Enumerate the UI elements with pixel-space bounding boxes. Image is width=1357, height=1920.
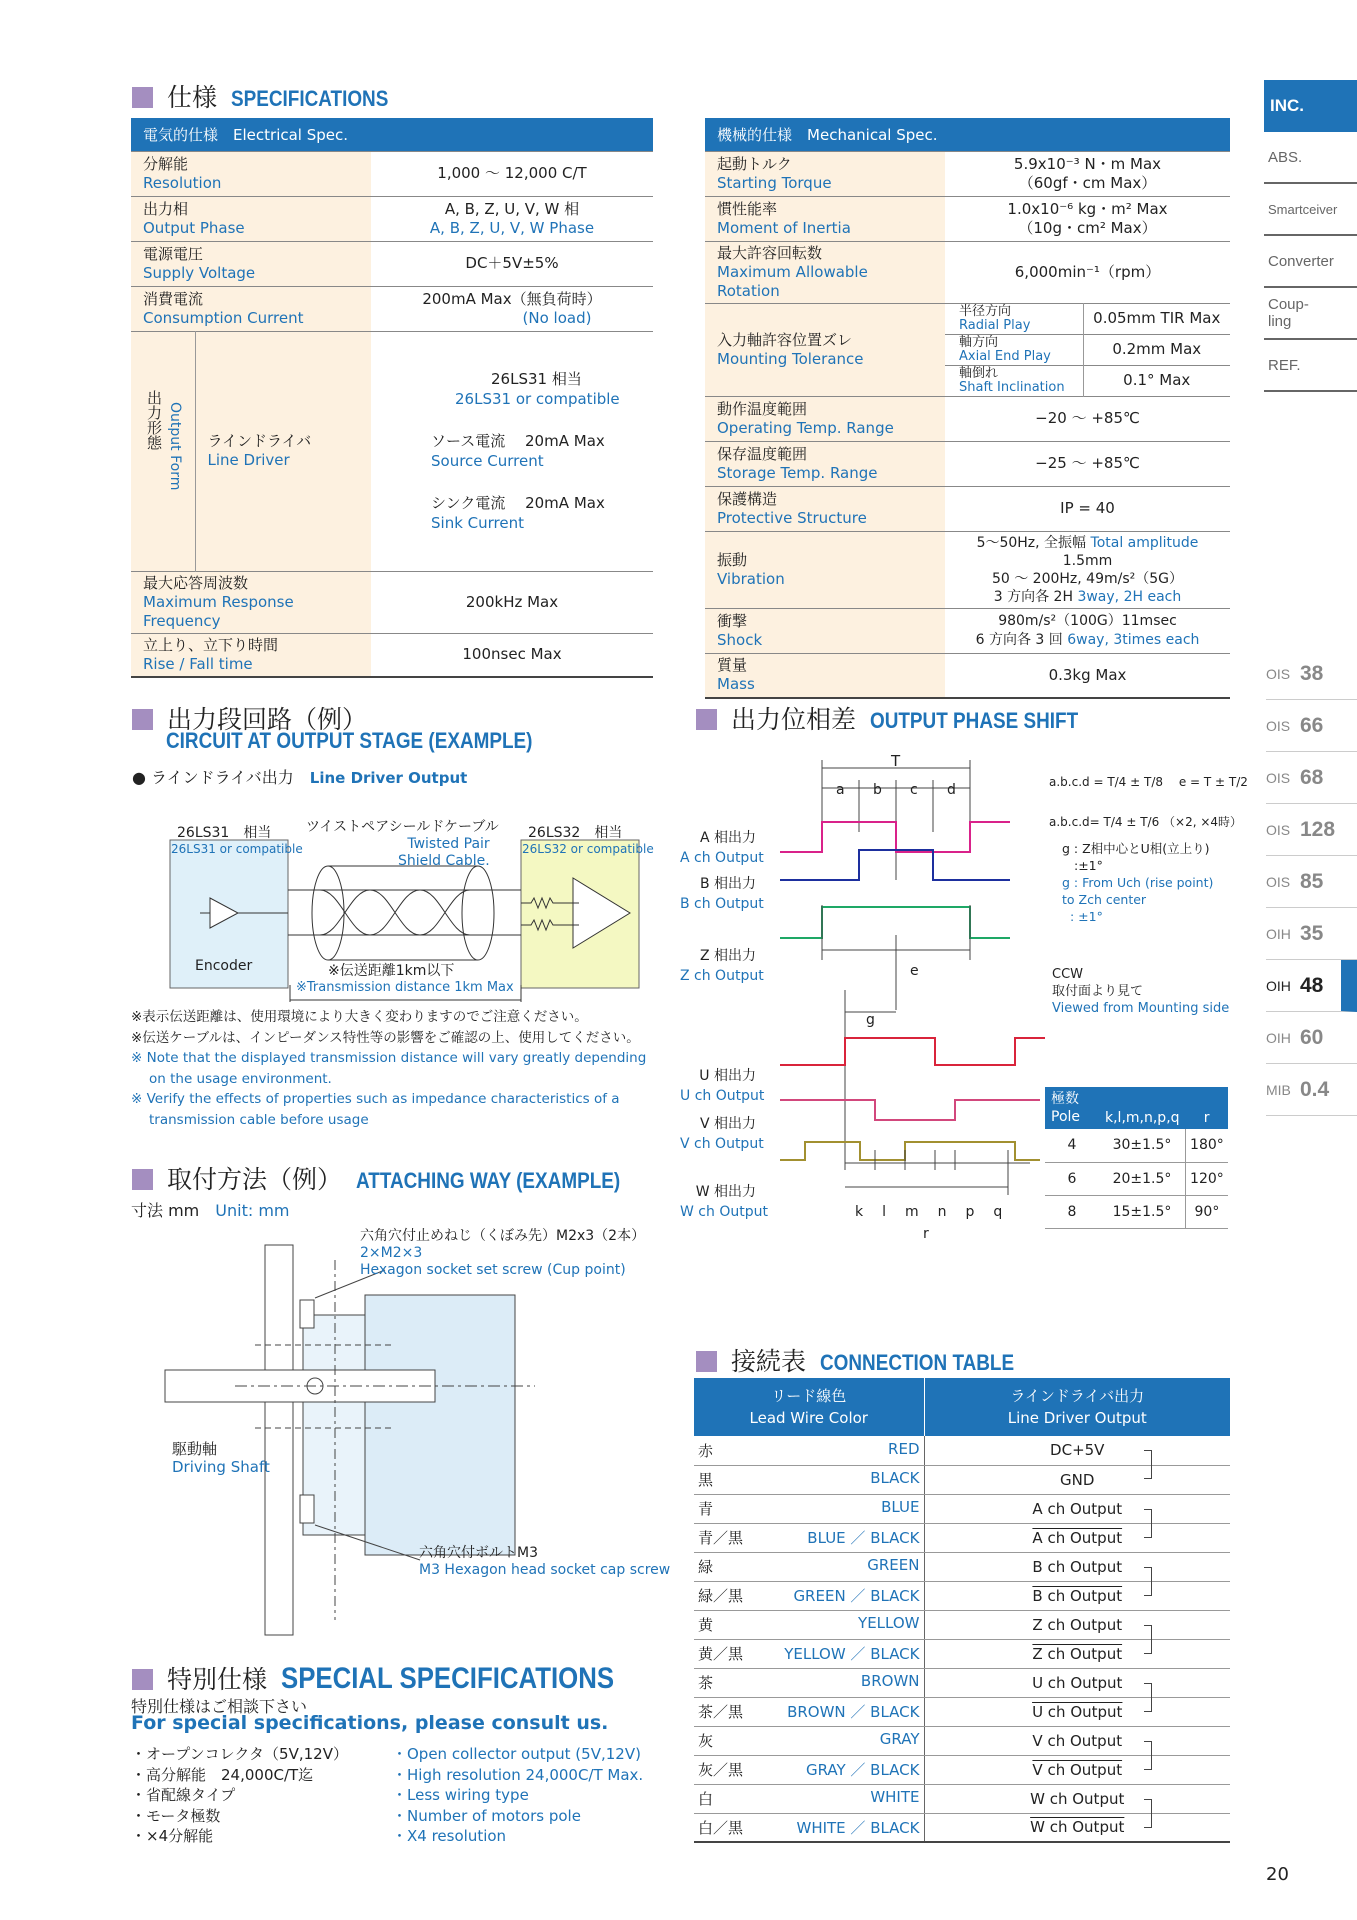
section-square-icon	[132, 87, 153, 108]
encoder-label: Encoder	[195, 958, 253, 974]
circuit-notes: ※表示伝送距離は、使用環境により大きく変わりますのでご注意ください。 ※伝送ケーブルは、インピーダンス特性等の影響をご確認の上、使用してください。 ※ Note that the displayed transmission distance will vary greatly depending on the usage environment. ※ Verify the effects of properties such as impedance characteristics of a transmission cable before usage	[131, 1009, 647, 1128]
side-index-mib04[interactable]: MIB 0.4	[1266, 1064, 1357, 1116]
phase-g-mark: g	[866, 1012, 875, 1028]
section-square-icon	[132, 1669, 153, 1690]
driver-chip-label-en: 26LS31 or compatible	[171, 842, 303, 856]
table-row: 黒 BLACK GND	[694, 1465, 1230, 1494]
receiver-chip-label-en: 26LS32 or compatible	[522, 842, 654, 856]
phase-a-mark: a	[836, 782, 845, 798]
formula-1: a.b.c.d = T/4 ± T/8 e = T ± T/2	[1049, 775, 1248, 789]
driver-chip-label: 26LS31 相当	[177, 825, 272, 841]
side-index-ois38[interactable]: OIS 38	[1266, 648, 1357, 700]
circuit-title: 出力段回路（例）	[132, 700, 367, 736]
pole-table: 極数 Pole k,l,m,n,p,q r 4 30±1.5° 180° 6 20±1.5° 120° 8 15±1.5° 90°	[1045, 1087, 1228, 1229]
tab-converter[interactable]: Converter	[1264, 236, 1357, 288]
mechanical-spec-table: 機械的仕様 Mechanical Spec. 起動トルク Starting Torque 5.9x10⁻³ N・m Max （60gf・cm Max） 慣性能率 Moment of Inertia 1.0x10⁻⁶ kg・m² Max （10g・cm² Max） 最大許容回転数 Maximum Allowable Rotation 6,000min⁻¹（rpm） 入力軸許容位置ズレ Mounting Tolerance 半径方向 Radial Play 0.05mm TIR Max 軸方向 Axial End Play 0.2mm Max 軸倒れ Shaft Inclination 0.1° Max 動作温度範囲 Operating Temp. Range −20 ～ +85℃ 保存温度範囲 Storage Temp. Range −25 ～ +85℃ 保護構造 Protective Structure IP = 40 振動 Vibration 5～50Hz, 全振幅 Total amplitude 1.5mm 50 ～ 200Hz, 49m/s²（5G） 3 方向各 2H 3way, 2H each 衝撃 Shock 980m/s²（100G）11msec 6 方向各 3 回 6way, 3times each 質量 Mass 0.3kg Max	[705, 118, 1230, 699]
tab-coupling[interactable]: Coup- ling	[1264, 288, 1357, 340]
phase-b-mark: b	[873, 782, 882, 798]
phase-e-mark: e	[910, 963, 919, 979]
special-list-en: ・Open collector output (5V,12V) ・High resolution 24,000C/T Max. ・Less wiring type ・Number of motors pole ・X4 resolution	[392, 1745, 644, 1845]
table-row: 白／黒 WHITE ／ BLACK W ch Output	[694, 1813, 1230, 1842]
u-channel-label: U 相出力 U ch Output	[680, 1068, 765, 1104]
table-row: 黄／黒 YELLOW ／ BLACK Z ch Output	[694, 1639, 1230, 1668]
attaching-title: 取付方法（例） ATTACHING WAY (EXAMPLE)	[132, 1160, 663, 1196]
side-index-ois68[interactable]: OIS 68	[1266, 752, 1357, 804]
ccw-note: CCW 取付面より見て Viewed from Mounting side	[1052, 967, 1230, 1016]
phase-klmnpq-marks: klmnpq	[855, 1204, 1022, 1220]
table-row: 青 BLUE A ch Output	[694, 1494, 1230, 1523]
v-channel-label: V 相出力 V ch Output	[680, 1116, 764, 1152]
side-index-oih35[interactable]: OIH 35	[1266, 908, 1357, 960]
tab-abs[interactable]: ABS.	[1264, 132, 1357, 184]
phase-d-mark: d	[947, 782, 956, 798]
w-channel-label: W 相出力 W ch Output	[680, 1184, 768, 1220]
specifications-title: 仕様 SPECIFICATIONS	[132, 78, 414, 114]
electrical-spec-header: 電気的仕様 Electrical Spec.	[131, 118, 653, 151]
driving-shaft-label: 駆動軸 Driving Shaft	[172, 1440, 270, 1476]
table-row: 茶 BROWN U ch Output	[694, 1668, 1230, 1697]
b-channel-label: B 相出力 B ch Output	[680, 876, 764, 912]
z-channel-label: Z 相出力 Z ch Output	[680, 948, 764, 984]
connection-title: 接続表 CONNECTION TABLE	[696, 1342, 1046, 1378]
special-sub-en: For special specifications, please consult us.	[131, 1712, 609, 1734]
formula-2: a.b.c.d= T/4 ± T/6 （×2, ×4時）	[1049, 815, 1243, 829]
circuit-bullet: ● ラインドライバ出力 Line Driver Output	[132, 768, 468, 787]
distance-label: ※伝送距離1km以下	[328, 963, 455, 979]
table-row: 茶／黒 BROWN ／ BLACK U ch Output	[694, 1697, 1230, 1726]
cable-label-en: Twisted Pair Shield Cable.	[398, 836, 490, 869]
bolt-label: 六角穴付ボルトM3 M3 Hexagon head socket cap screw	[419, 1545, 671, 1578]
output-form-cell: 出力形態 Output Form	[131, 331, 195, 571]
special-list-jp: ・オープンコレクタ（5V,12V） ・高分解能 24,000C/T迄 ・省配線タイプ ・モータ極数 ・×4分解能	[131, 1745, 348, 1845]
side-index-ois85[interactable]: OIS 85	[1266, 856, 1357, 908]
a-channel-label: A 相出力 A ch Output	[680, 830, 764, 866]
tab-inc[interactable]: INC.	[1264, 80, 1357, 132]
tab-smartceiver[interactable]: Smartceiver	[1264, 184, 1357, 236]
section-square-icon	[696, 709, 717, 730]
mechanical-spec-header: 機械的仕様 Mechanical Spec.	[705, 118, 1230, 151]
table-row: 白 WHITE W ch Output	[694, 1784, 1230, 1813]
phase-c-mark: c	[910, 782, 918, 798]
phase-r-mark: r	[923, 1226, 929, 1242]
table-row: 灰 GRAY V ch Output	[694, 1726, 1230, 1755]
table-row: 赤 RED DC+5V	[694, 1436, 1230, 1465]
side-index-ois128[interactable]: OIS 128	[1266, 804, 1357, 856]
section-square-icon	[132, 1169, 153, 1190]
g-definition: g : Z相中心とU相(立上り) :±1° g : From Uch (rise point) to Zch center : ±1°	[1062, 841, 1214, 924]
page-number: 20	[1266, 1864, 1289, 1885]
special-sub: 特別仕様はご相談下さい	[131, 1697, 308, 1716]
section-square-icon	[696, 1351, 717, 1372]
electrical-spec-table: 電気的仕様 Electrical Spec. 分解能 Resolution 1,000 ～ 12,000 C/T 出力相 Output Phase A, B, Z, U, V, W 相 A, B, Z, U, V, W Phase 電源電圧 Supply Voltage DC＋5V±5% 消費電流 Consumption Current 200mA Max（無負荷時） (No load) 出力形態 Output Form ラインドライバ Line Driver 26LS31 相当 26LS31 or compatible ソース電流 20mA Max Source Current シンク電流 20mA Max Sink Current 最大応答周波数 Maximum Response Frequency 200kHz Max 立上り、立下り時間 Rise / Fall time 100nsec Max	[131, 118, 653, 678]
phase-title: 出力位相差 OUTPUT PHASE SHIFT	[696, 700, 1112, 736]
category-tabs	[1264, 80, 1357, 392]
section-square-icon	[132, 709, 153, 730]
table-row: 青／黒 BLUE ／ BLACK A ch Output	[694, 1523, 1230, 1552]
period-T-mark: T	[891, 752, 901, 770]
receiver-chip-label: 26LS32 相当	[528, 825, 623, 841]
table-row: 緑／黒 GREEN ／ BLACK B ch Output	[694, 1581, 1230, 1610]
side-index-oih60[interactable]: OIH 60	[1266, 1012, 1357, 1064]
cable-label: ツイストペアシールドケーブル	[306, 819, 499, 835]
table-row: 黄 YELLOW Z ch Output	[694, 1610, 1230, 1639]
side-index-oih48[interactable]: OIH 48	[1266, 960, 1357, 1012]
special-title: 特別仕様 SPECIAL SPECIFICATIONS	[132, 1660, 668, 1696]
side-index-ois66[interactable]: OIS 66	[1266, 700, 1357, 752]
attaching-unit: 寸法 mm Unit: mm	[131, 1201, 290, 1220]
phase-waveform-diagram	[760, 750, 1050, 1250]
connection-table: リード線色 Lead Wire Color ラインドライバ出力 Line Driver Output 赤 RED DC+5V 黒 BLACK GND 青 BLUE A ch Output 青／黒 BLUE ／ BLACK A ch Output 緑 GREEN B ch Output 緑／黒 GREEN ／ BLACK B ch Output 黄 YELLOW Z ch Output 黄／黒 YELLOW ／ BLACK Z ch Output 茶 BROWN U ch Output 茶／黒 BROWN ／ BLACK U ch Output 灰 GRAY V ch Output 灰／黒 GRAY ／ BLACK V ch Output 白 WHITE W ch Output 白／黒 WHITE ／ BLACK W ch Output	[694, 1378, 1230, 1843]
circuit-title-en: CIRCUIT AT OUTPUT STAGE (EXAMPLE)	[166, 728, 533, 753]
table-row: 緑 GREEN B ch Output	[694, 1552, 1230, 1581]
tab-ref[interactable]: REF.	[1264, 340, 1357, 392]
distance-label-en: ※Transmission distance 1km Max	[296, 980, 514, 995]
set-screw-label: 六角穴付止めねじ（くぼみ先）M2x3（2本） 2×M2×3 Hexagon socket set screw (Cup point)	[360, 1228, 646, 1278]
table-row: 灰／黒 GRAY ／ BLACK V ch Output	[694, 1755, 1230, 1784]
